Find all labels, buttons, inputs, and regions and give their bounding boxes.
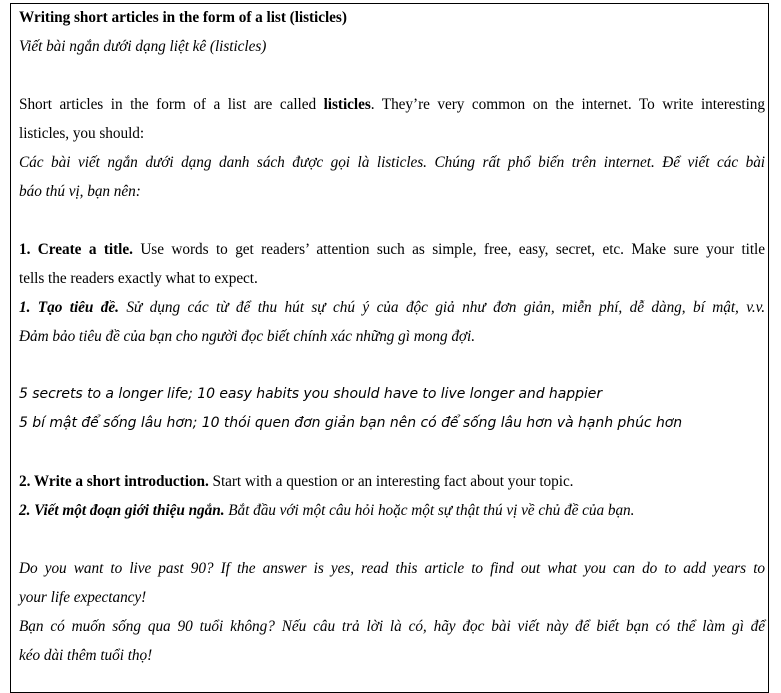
step1-heading-vietnamese: 1. Tạo tiêu đề. [19,299,119,316]
step2-example-vietnamese-line-2: kéo dài thêm tuổi thọ! [19,647,153,664]
step2-vietnamese [19,496,765,525]
step2-heading: 2. Write a short introduction. [19,473,209,490]
spacer [19,438,765,467]
step1-vietnamese-line-1 [19,293,765,322]
step2-text-vietnamese: Bắt đầu với một câu hỏi hoặc một sự thật thú vị về chủ đề của bạn. [224,502,635,519]
step2-english [19,467,765,496]
title-english: Writing short articles in the form of a list (listicles) [19,9,347,26]
intro-text-continued: . They’re very common on the internet. To write interesting [370,96,765,113]
step1-example-english: 5 secrets to a longer life; 10 easy habits you should have to live longer and happier [19,386,603,402]
step2-heading-vietnamese: 2. Viết một đoạn giới thiệu ngắn. [19,502,225,519]
step2-example-vietnamese-line-1: Bạn có muốn sống qua 90 tuổi không? Nếu câu trả lời là có, hãy đọc bài viết này để biết bạn có thể làm gì để [19,618,765,635]
step1-example-vietnamese: 5 bí mật để sống lâu hơn; 10 thói quen đơn giản bạn nên có để sống lâu hơn và hạnh phúc hơn [19,415,683,431]
step2-example-english-line-1: Do you want to live past 90? If the answer is yes, read this article to find out what you can do to add years to [19,560,765,577]
step1-text: Use words to get readers’ attention such as simple, free, easy, secret, etc. Make sure your title [132,241,765,258]
title-vietnamese: Viết bài ngắn dưới dạng liệt kê (listicles) [19,38,267,55]
step1-heading: 1. Create a title. [19,241,133,258]
step1-english-line-2: tells the readers exactly what to expect. [19,270,258,287]
step2-text: Start with a question or an interesting fact about your topic. [208,473,574,490]
spacer [19,351,765,380]
step2-example-english-line-2: your life expectancy! [19,589,147,606]
spacer [19,61,765,90]
intro-english-line-1 [19,90,765,119]
intro-english-line-2: listicles, you should: [19,125,145,142]
intro-vietnamese-line-2: báo thú vị, bạn nên: [19,183,141,200]
intro-vietnamese-line-1: Các bài viết ngắn dưới dạng danh sách được gọi là listicles. Chúng rất phổ biến trên internet. Để viết các bài [19,154,765,171]
step1-text-vietnamese: Sử dụng các từ để thu hút sự chú ý của độc giả như đơn giản, miễn phí, dễ dàng, bí mật, v.v. [118,299,765,316]
spacer [19,525,765,554]
document-body [19,3,765,670]
spacer [19,206,765,235]
step1-vietnamese-line-2: Đảm bảo tiêu đề của bạn cho người đọc biết chính xác những gì mong đợi. [19,328,475,345]
step1-english-line-1 [19,235,765,264]
intro-text: Short articles in the form of a list are called [19,96,324,113]
intro-keyword: listicles [323,96,371,113]
